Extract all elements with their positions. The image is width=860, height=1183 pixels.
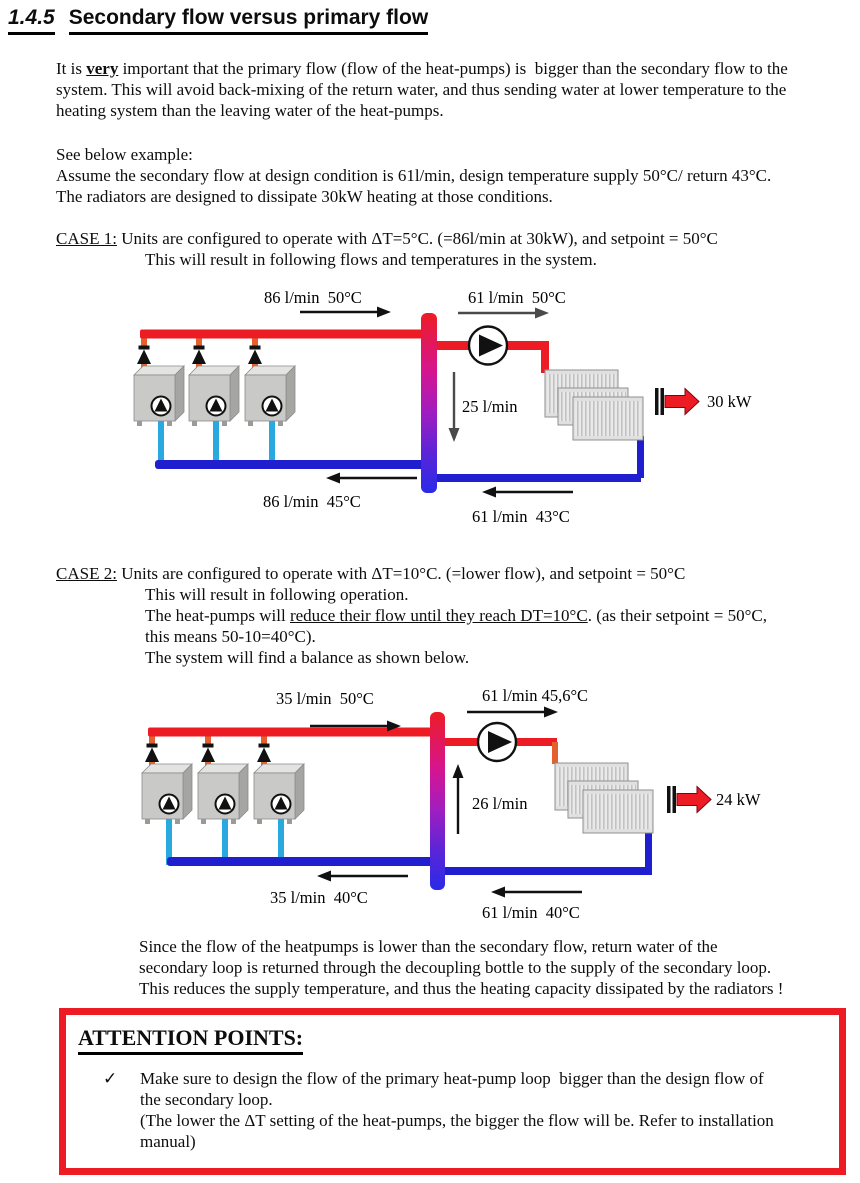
section-number: 1.4.5: [8, 6, 55, 35]
case2-label: CASE 2:: [56, 564, 117, 583]
attention-line-2: the secondary loop.: [140, 1090, 273, 1109]
label-primary-supply-2: 35 l/min 50°C: [276, 689, 374, 708]
label-bypass-flow-2: 26 l/min: [472, 794, 528, 813]
heat-pump-3-icon: [254, 734, 304, 865]
heat-pump-1-icon: [142, 734, 192, 865]
radiator-return-drop-pipe: [637, 436, 644, 478]
flow-arrow-right-icon: [467, 707, 558, 718]
label-bypass-flow-1: 25 l/min: [462, 397, 518, 416]
conclusion-line-3: This reduces the supply temperature, and thus the heating capacity dissipated by the radiators !: [139, 979, 784, 998]
primary-return-pipe: [155, 460, 434, 469]
flow-arrow-right-icon: [458, 308, 549, 319]
radiator-feed-pipe: [541, 345, 549, 373]
flow-arrow-left-icon: [482, 487, 573, 498]
case1-line-1: CASE 1: Units are configured to operate with ΔT=5°C. (=86l/min at 30kW), and setpoint = 50°C: [56, 229, 718, 248]
decoupling-bottle: [421, 313, 437, 493]
attention-line-4: manual): [140, 1132, 196, 1151]
heat-pump-2-icon: [198, 734, 248, 865]
case2-line-5: The system will find a balance as shown below.: [145, 648, 470, 667]
example-line-3: The radiators are designed to dissipate 30kW heating at those conditions.: [56, 187, 553, 206]
case1-line-2: This will result in following flows and temperatures in the system.: [145, 250, 597, 269]
attention-line-3: (The lower the ΔT setting of the heat-pumps, the bigger the flow will be. Refer to installation: [140, 1111, 774, 1130]
primary-return-pipe: [167, 857, 438, 866]
heat-pump-2-icon: [189, 336, 239, 467]
case2-line-2: This will result in following operation.: [145, 585, 409, 604]
label-secondary-supply-2: 61 l/min 45,6°C: [482, 686, 589, 705]
intro-line-3: heating system than the leaving water of the heat-pumps.: [56, 101, 444, 120]
primary-supply-pipe: [148, 728, 438, 737]
circulation-pump-icon: [478, 723, 516, 761]
primary-supply-pipe: [140, 330, 434, 339]
heat-pump-unit-icons-1: [134, 336, 295, 467]
flow-arrow-left-icon: [491, 887, 582, 898]
heat-pump-3-icon: [245, 336, 295, 467]
flow-arrow-left-icon: [317, 871, 408, 882]
label-heat-output-2: 24 kW: [716, 790, 761, 809]
flow-arrow-right-icon: [300, 307, 391, 318]
label-secondary-return-1: 61 l/min 43°C: [472, 507, 570, 526]
radiator-icon: [555, 763, 653, 833]
radiator-feed-pipe: [552, 742, 558, 764]
flow-arrow-left-icon: [326, 473, 417, 484]
circulation-pump-icon: [469, 327, 507, 365]
attention-line-1: Make sure to design the flow of the primary heat-pump loop bigger than the design flow of: [140, 1069, 764, 1088]
radiator-return-drop-pipe: [645, 829, 652, 873]
case2-line-4: this means 50-10=40°C).: [145, 627, 316, 646]
label-secondary-supply-1: 61 l/min 50°C: [468, 288, 566, 307]
label-secondary-return-2: 61 l/min 40°C: [482, 903, 580, 922]
case2-line-3: The heat-pumps will reduce their flow until they reach DT=10°C. (as their setpoint = 50°C,: [145, 606, 767, 625]
label-primary-return-2: 35 l/min 40°C: [270, 888, 368, 907]
case2-underlined-phrase: reduce their flow until they reach DT=10°C: [289, 606, 588, 625]
intro-line-1: It is very important that the primary flow (flow of the heat-pumps) is bigger than the secondary flow to the: [56, 59, 788, 78]
intro-line-2: system. This will avoid back-mixing of the return water, and thus sending water at lower temperature to the: [56, 80, 787, 99]
bypass-flow-arrow-up-icon: [453, 764, 464, 834]
bypass-flow-arrow-down-icon: [449, 372, 460, 442]
attention-heading: ATTENTION POINTS:: [78, 1025, 303, 1055]
attention-check-icon: ✓: [103, 1069, 118, 1088]
conclusion-line-1: Since the flow of the heatpumps is lower than the secondary flow, return water of the: [139, 937, 718, 956]
secondary-return-pipe: [437, 474, 641, 482]
diagram-case2: [142, 686, 761, 922]
section-title: Secondary flow versus primary flow: [69, 6, 428, 35]
label-primary-return-1: 86 l/min 45°C: [263, 492, 361, 511]
heat-pump-unit-icons-2: [142, 734, 304, 865]
heat-output-arrow-icon: [655, 388, 699, 415]
case2-line-1: CASE 2: Units are configured to operate with ΔT=10°C. (=lower flow), and setpoint = 50°C: [56, 564, 686, 583]
label-heat-output-1: 30 kW: [707, 392, 752, 411]
case1-label: CASE 1:: [56, 229, 117, 248]
emphasis-very: very: [86, 59, 119, 78]
diagram-case1: [134, 288, 752, 526]
example-line-2: Assume the secondary flow at design condition is 61l/min, design temperature supply 50°C/ return 43°C.: [56, 166, 772, 185]
decoupling-bottle: [430, 712, 445, 890]
label-primary-supply-1: 86 l/min 50°C: [264, 288, 362, 307]
secondary-return-pipe: [445, 867, 652, 875]
heat-output-arrow-icon: [667, 786, 711, 813]
conclusion-line-2: secondary loop is returned through the decoupling bottle to the supply of the secondary loop.: [139, 958, 772, 977]
heat-pump-1-icon: [134, 336, 184, 467]
example-line-1: See below example:: [56, 145, 193, 164]
radiator-icon: [545, 370, 643, 440]
